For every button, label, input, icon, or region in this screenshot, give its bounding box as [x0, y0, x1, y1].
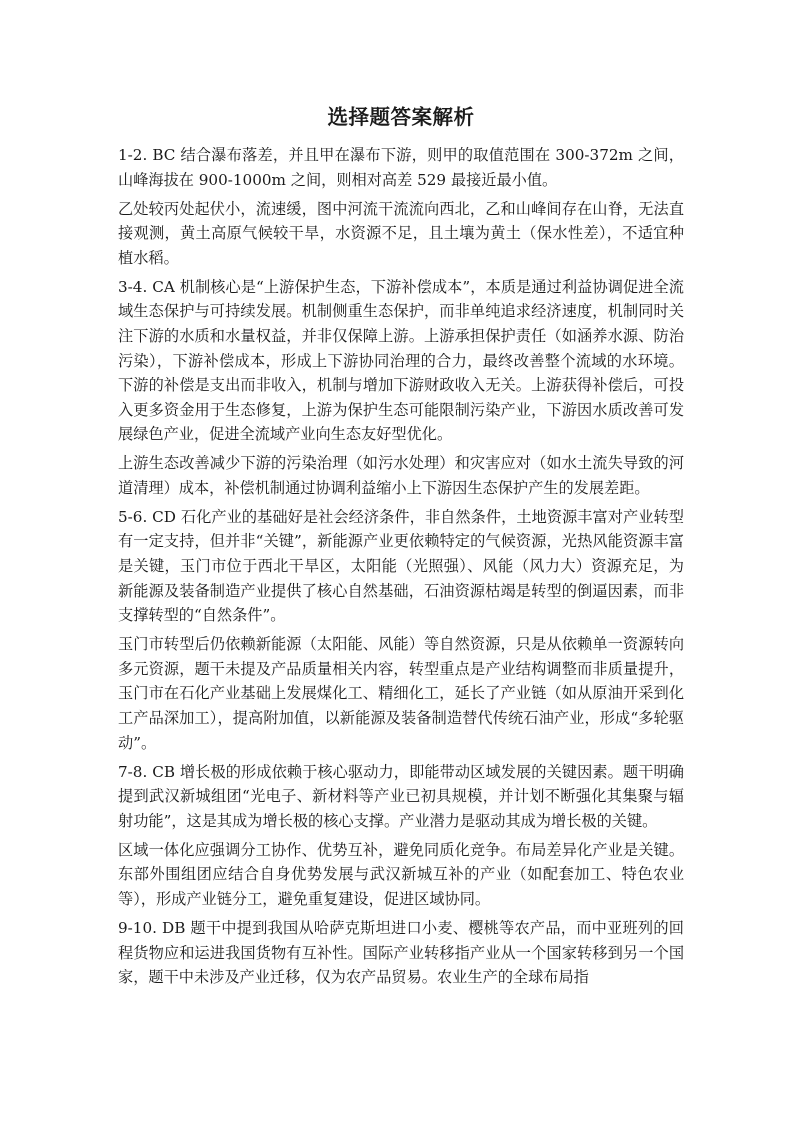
- paragraph-q3-4-detail: 上游生态改善减少下游的污染治理（如污水处理）和灾害应对（如水土流失导致的河道清理）成本，补偿机制通过协调利益缩小上下游因生态保护产生的发展差距。: [118, 454, 684, 497]
- paragraph-q5-6: 5-6. CD 石化产业的基础好是社会经济条件，非自然条件，土地资源丰富对产业转型有一定支持，但并非“关键”，新能源产业更依赖特定的气候资源，光热风能资源丰富是关键，玉门市位于西北干旱区，太阳能（光照强）、风能（风力大）资源充足，为新能源及装备制造产业提供了核心自然基础，石油资源枯竭是转型的倒逼因素，而非支撑转型的“自然条件”。: [118, 507, 684, 625]
- paragraph-q7-8: 7-8. CB 增长极的形成依赖于核心驱动力，即能带动区域发展的关键因素。题干明确提到武汉新城组团“光电子、新材料等产业已初具规模，并计划不断强化其集聚与辐射功能”，这是其成为增长极的核心支撑。产业潜力是驱动其成为增长极的关键。: [118, 762, 684, 830]
- document-page: [118, 104, 684, 994]
- paragraph-q1-2: 1-2. BC 结合瀑布落差，并且甲在瀑布下游，则甲的取值范围在 300-372m 之间，山峰海拔在 900-1000m 之间，则相对高差 529 最接近最小值。: [118, 146, 684, 189]
- paragraph-q9-10: 9-10. DB 题干中提到我国从哈萨克斯坦进口小麦、樱桃等农产品，而中亚班列的回程货物应和运进我国货物有互补性。国际产业转移指产业从一个国家转移到另一个国家，题干中未涉及产业迁移，仅为农产品贸易。农业生产的全球布局指: [118, 918, 684, 987]
- page-title: 选择题答案解析: [327, 105, 475, 129]
- paragraph-q1-2-detail: 乙处较丙处起伏小，流速缓，图中河流干流流向西北，乙和山峰间存在山脊，无法直接观测，黄土高原气候较干旱，水资源不足，且土壤为黄土（保水性差），不适宜种植水稻。: [118, 199, 684, 267]
- answer-body: [118, 143, 684, 990]
- paragraph-q3-4: 3-4. CA 机制核心是“上游保护生态，下游补偿成本”，本质是通过利益协调促进全流域生态保护与可持续发展。机制侧重生态保护，而非单纯追求经济速度，机制同时关注下游的水质和水量权益，并非仅保障上游。上游承担保护责任（如涵养水源、防治污染），下游补偿成本，形成上下游协同治理的合力，最终改善整个流域的水环境。下游的补偿是支出而非收入，机制与增加下游财政收入无关。上游获得补偿后，可投入更多资金用于生态修复，上游为保护生态可能限制污染产业，下游因水质改善可发展绿色产业，促进全流域产业向生态友好型优化。: [118, 277, 684, 444]
- paragraph-q7-8-detail: 区域一体化应强调分工协作、优势互补，避免同质化竞争。布局差异化产业是关键。东部外围组团应结合自身优势发展与武汉新城互补的产业（如配套加工、特色农业等），形成产业链分工，避免重复建设，促进区域协同。: [118, 840, 684, 908]
- paragraph-q5-6-detail: 玉门市转型后仍依赖新能源（太阳能、风能）等自然资源，只是从依赖单一资源转向多元资源，题干未提及产品质量相关内容，转型重点是产业结构调整而非质量提升，玉门市在石化产业基础上发展煤化工、精细化工，延长了产业链（如从原油开采到化工产品深加工），提高附加值，以新能源及装备制造替代传统石油产业，形成“多轮驱动”。: [118, 635, 684, 752]
